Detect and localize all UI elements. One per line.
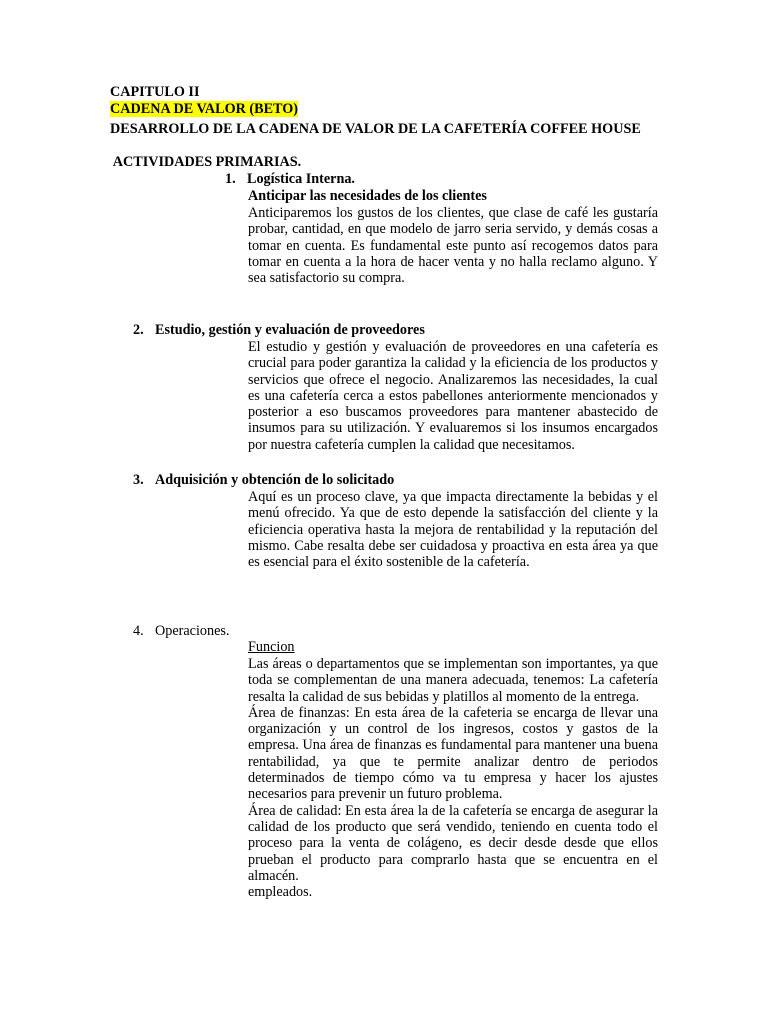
section-2-heading [133,322,425,338]
section-2-title: Estudio, gestión y evaluación de proveedores [155,322,425,338]
section-4-body [248,656,658,900]
section-1-number: 1. [225,171,236,187]
section-4-subheading: Funcion [248,639,295,655]
section-1-heading [225,171,355,187]
section-4-paragraph-intro: Las áreas o departamentos que se implementan son importantes, ya que toda se complementan de una manera adecuada, tenemos: La cafetería resalta la calidad de sus bebidas y platillos al momento de la entrega. [248,656,658,705]
highlighted-title-text: CADENA DE VALOR (BETO) [110,101,299,117]
section-3-number: 3. [133,472,144,488]
section-1-title: Logística Interna. [247,171,355,187]
section-1-paragraph: Anticiparemos los gustos de los clientes, que clase de café les gustaría probar, cantidad, en que modelo de jarro seria servido, y demás cosas a tomar en cuenta. Es fundamental este punto así recogemos datos para tomar en cuenta a la hora de hacer venta y no halla reclamo alguno. Y sea satisfactorio su compra. [248,205,658,287]
primary-activities-heading: ACTIVIDADES PRIMARIAS. [110,154,302,170]
section-4-title: Operaciones. [155,623,230,639]
section-3-title: Adquisición y obtención de lo solicitado [155,472,395,488]
section-3-paragraph: Aquí es un proceso clave, ya que impacta directamente la bebidas y el menú ofrecido. Ya que de esto depende la satisfacción del cliente y la eficiencia operativa hasta la mejora de rentabilidad y la reputación del mismo. Cabe resalta debe ser cuidadosa y proactiva en esta área ya que es esencial para el éxito sostenible de la cafetería. [248,489,658,571]
highlighted-title [110,101,298,117]
chapter-heading: CAPITULO II [110,84,200,100]
section-3-heading [133,472,394,488]
section-2-paragraph: El estudio y gestión y evaluación de proveedores en una cafetería es crucial para poder garantiza la calidad y la eficiencia de los productos y servicios que ofrece el negocio. Analizaremos las necesidades, la cual es una cafetería cerca a estos pabellones anteriormente mencionados y posterior a eso buscamos proveedores para mantener abastecido de insumos para su utilización. Y evaluaremos si los insumos encargados por nuestra cafetería cumplen la calidad que necesitamos. [248,339,658,453]
section-4-paragraph-employees: empleados. [248,884,313,901]
section-4-number: 4. [133,623,144,639]
section-2-number: 2. [133,322,144,338]
section-4-paragraph-finance: Área de finanzas: En esta área de la cafeteria se encarga de llevar una organización y un control de los ingresos, costos y gastos de la empresa. Una área de finanzas es fundamental para mantener una buena rentabilidad, ya que te permite analizar dentro de periodos determinados de tiempo cómo va tu empresa y hacer los ajustes necesarios para prevenir un futuro problema. [248,704,658,803]
section-1-subheading: Anticipar las necesidades de los clientes [248,188,487,204]
main-title: DESARROLLO DE LA CADENA DE VALOR DE LA CAFETERÍA COFFEE HOUSE [110,121,641,137]
section-4-heading [133,623,229,639]
section-4-paragraph-quality: Área de calidad: En esta área la de la cafetería se encarga de asegurar la calidad de los producto que será vendido, teniendo en cuenta todo el proceso para la venta de colágeno, es decir desde desde que ellos prueban el producto para comprarlo hasta que se encuentra en el almacén. [248,802,658,884]
